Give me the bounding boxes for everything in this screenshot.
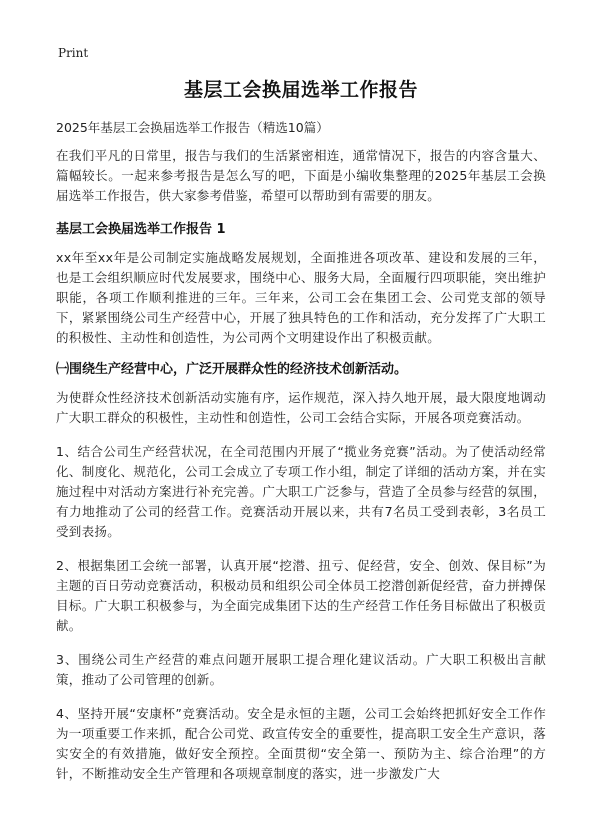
print-link[interactable]: Print — [58, 46, 89, 60]
list-item: 1、结合公司生产经营状况，在全司范围内开展了“揽业务竞赛”活动。为了使活动经常化、制度化、规范化，公司工会成立了专项工作小组，制定了详细的活动方案，并在实施过程中对活动方案进行补充完善。广大职工广泛参与，营造了全员参与经营的氛围，有力地推动了公司的经营工作。竞赛活动开展以来，共有7名员工受到表彰，3名员工受到表扬。 — [56, 444, 546, 539]
section-heading: 基层工会换届选举工作报告 1 — [56, 222, 226, 237]
subsection-intro: 为使群众性经济技术创新活动实施有序，运作规范，深入持久地开展，最大限度地调动广大职工群众的积极性，主动性和创造性，公司工会结合实际，开展各项竞赛活动。 — [56, 390, 546, 425]
page-title: 基层工会换届选举工作报告 — [183, 79, 418, 101]
document-subtitle: 2025年基层工会换届选举工作报告（精选10篇） — [56, 120, 329, 135]
section-paragraph: xx年至xx年是公司制定实施战略发展规划，全面推进各项改革、建设和发展的三年，也是工会组织顺应时代发展要求，围绕中心、服务大局，全面履行四项职能，突出维护职能，各项工作顺利推进的三年。三年来，公司工会在集团工会、公司党支部的领导下，紧紧围绕公司生产经营中心，开展了独具特色的工作和活动，充分发挥了广大职工的积极性、主动性和创造性，为公司两个文明建设作出了积极贡献。 — [56, 250, 546, 345]
list-item: 2、根据集团工会统一部署，认真开展“挖潜、扭亏、促经营，安全、创效、保目标”为主题的百日劳动竞赛活动，积极动员和组织公司全体员工挖潜创新促经营，奋力拼搏保目标。广大职工积极参与，为全面完成集团下达的生产经营工作任务目标做出了积极贡献。 — [56, 558, 546, 633]
intro-paragraph: 在我们平凡的日常里，报告与我们的生活紧密相连，通常情况下，报告的内容含量大、篇幅较长。一起来参考报告是怎么写的吧，下面是小编收集整理的2025年基层工会换届选举工作报告，供大家参考借鉴，希望可以帮助到有需要的朋友。 — [56, 148, 546, 203]
list-item: 4、坚持开展“安康杯”竞赛活动。安全是永恒的主题，公司工会始终把抓好安全工作作为一项重要工作来抓，配合公司党、政宣传安全的重要性，提高职工安全生产意识，落实安全的有效措施，做好安全预控。全面贯彻“安全第一、预防为主、综合治理”的方针，不断推动安全生产管理和各项规章制度的落实，进一步激发广大 — [56, 706, 546, 781]
document-body — [56, 76, 546, 784]
list-item: 3、围绕公司生产经营的难点问题开展职工提合理化建议活动。广大职工积极出言献策，推动了公司管理的创新。 — [56, 652, 546, 687]
subsection-heading: ㈠围绕生产经营中心，广泛开展群众性的经济技术创新活动。 — [56, 362, 408, 377]
